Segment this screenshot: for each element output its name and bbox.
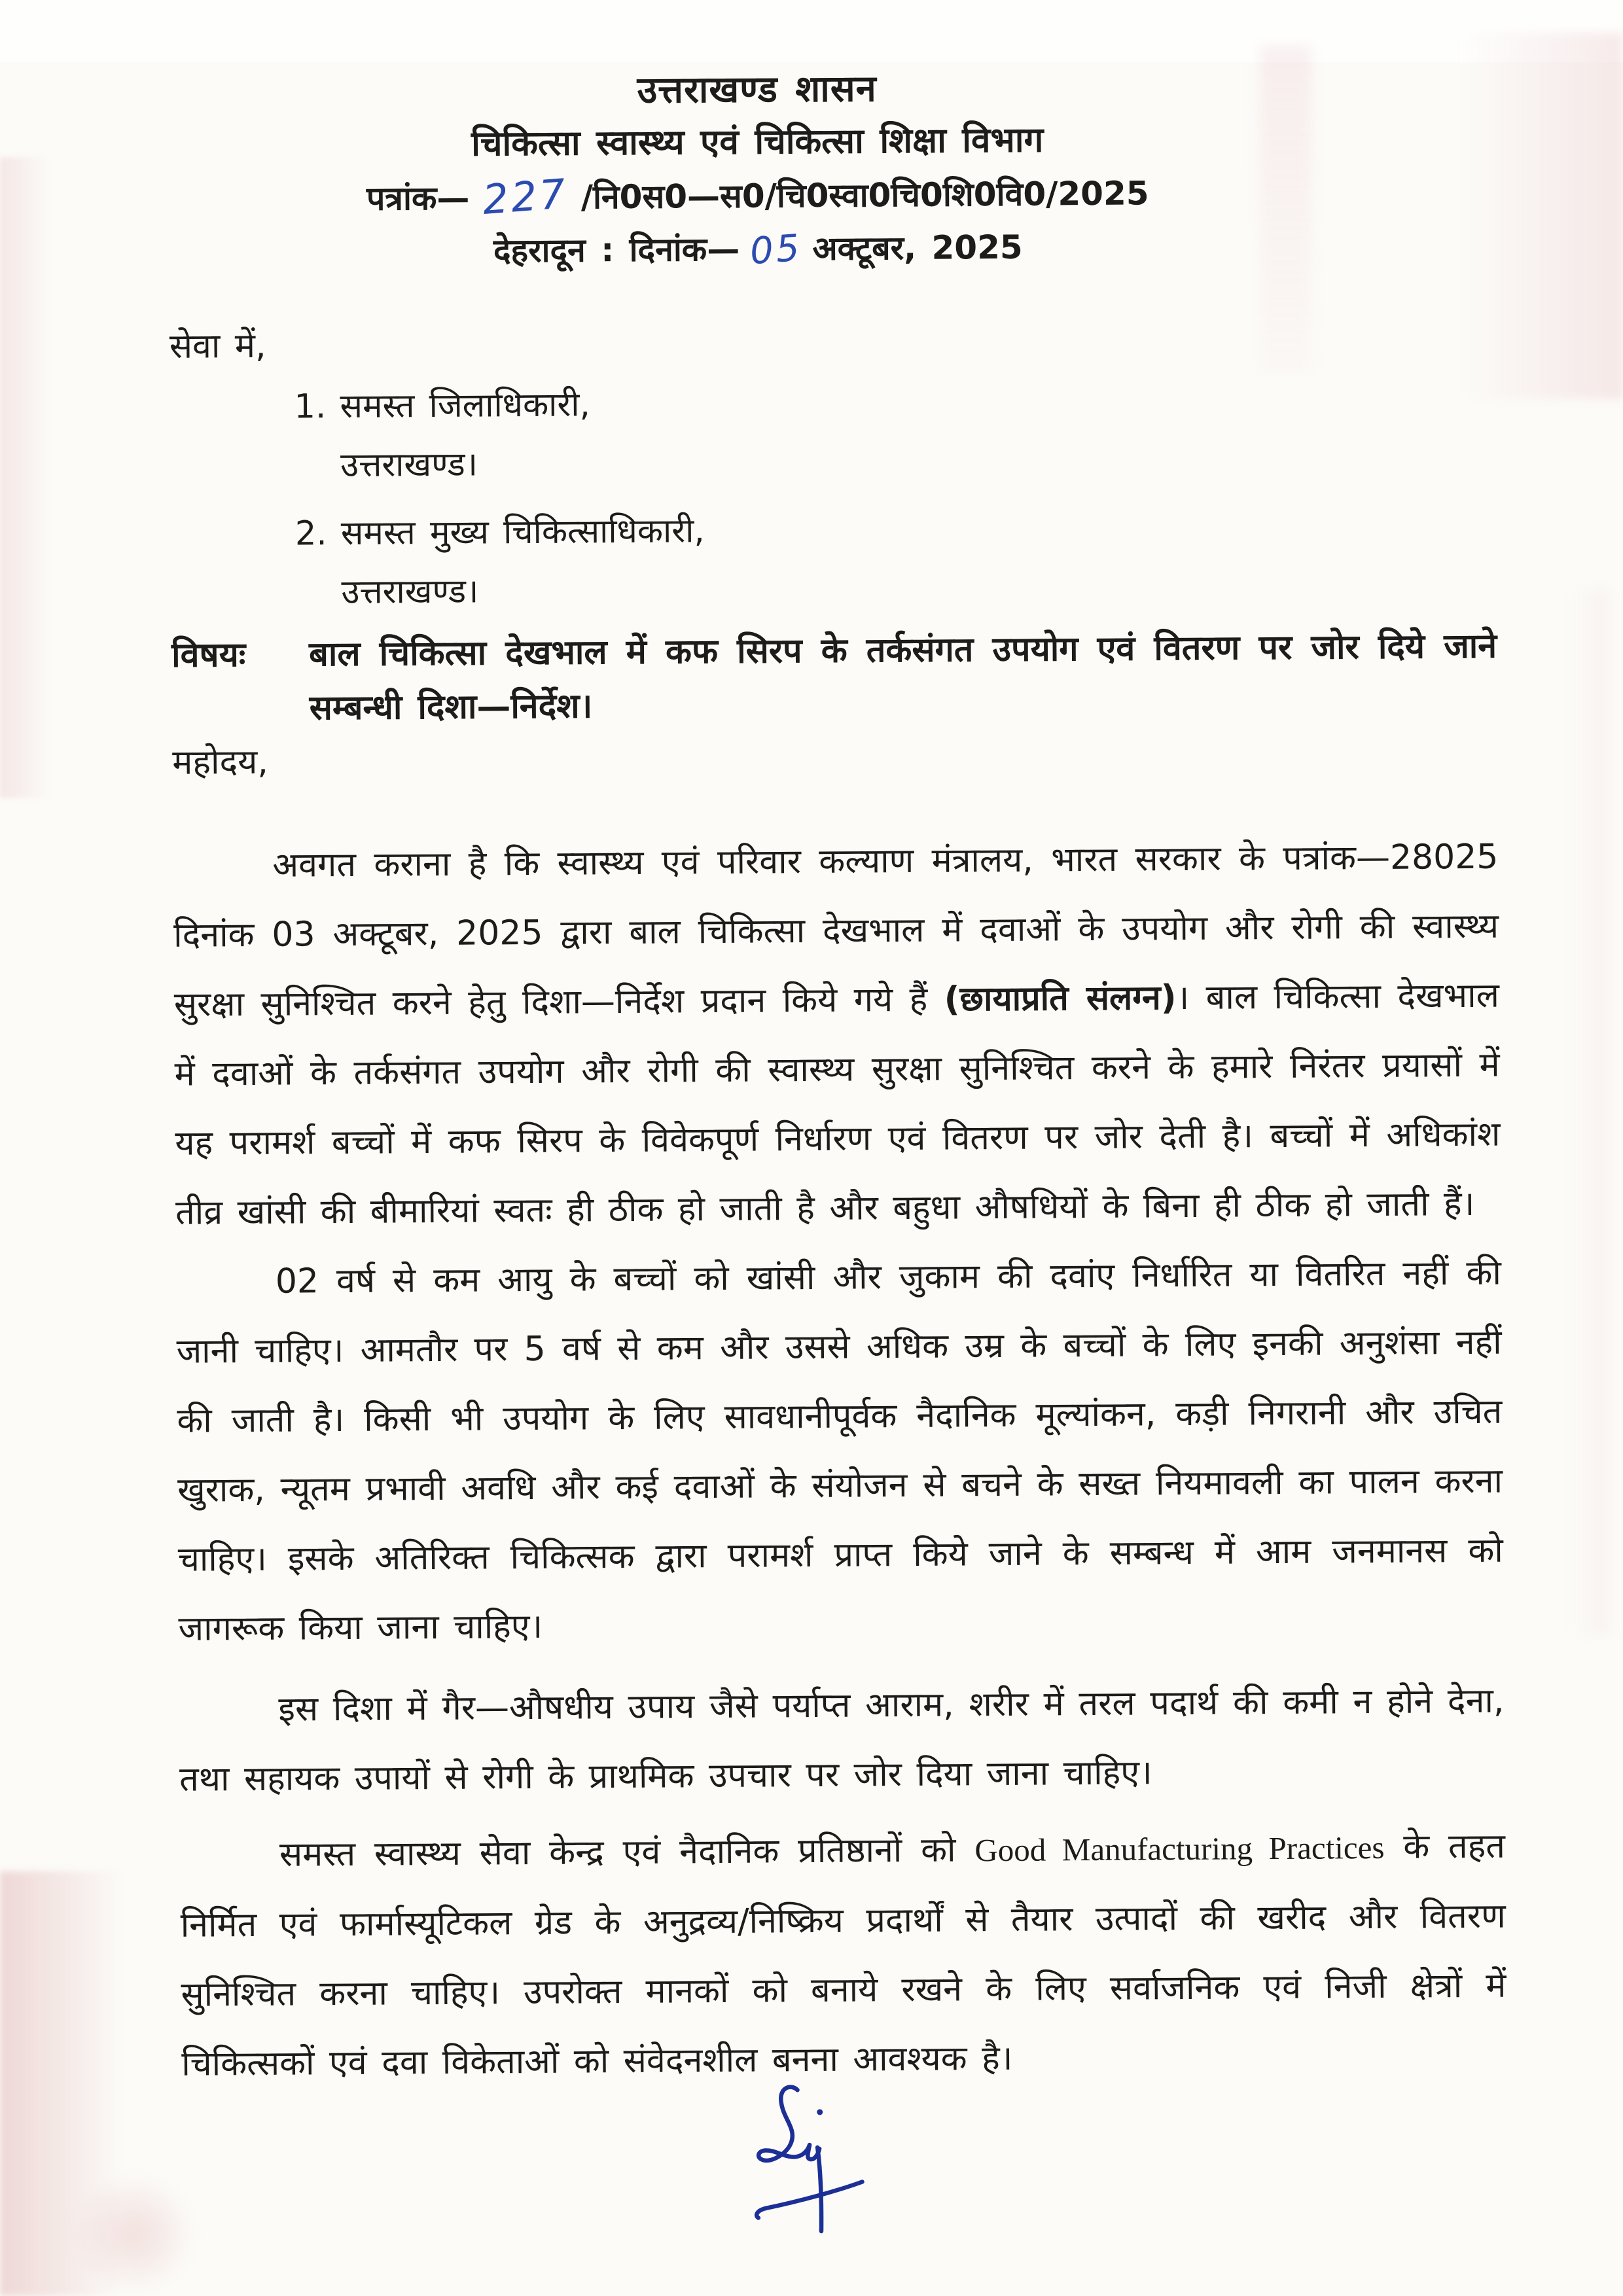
recipient-line: उत्तराखण्ड। — [340, 445, 478, 486]
recipient-line: समस्त मुख्य चिकित्साधिकारी, — [340, 512, 705, 554]
recipient-number: 1. — [294, 387, 327, 427]
english-phrase: Good Manufacturing Practices — [974, 1829, 1385, 1869]
handwritten-ref-number: 227 — [480, 169, 570, 224]
letter-reference-line — [95, 162, 1421, 226]
list-item — [295, 497, 1497, 623]
body-paragraph-4 — [180, 1812, 1507, 2099]
ref-label: पत्रांक— — [366, 179, 470, 218]
subject-text: बाल चिकित्सा देखभाल में कफ सिरप के तर्कसंगत उपयोग एवं वितरण पर जोर दिये जाने सम्बन्धी दिशा—निर्देश। — [308, 626, 1497, 728]
date-label: देहरादून : दिनांक— — [493, 230, 740, 270]
ref-rest: /नि0स0—स0/चि0स्वा0चि0शि0वि0/2025 — [580, 174, 1149, 217]
paragraph-text: समस्त स्वास्थ्य सेवा केन्द्र एवं नैदानिक प्रतिष्ठानों को — [279, 1830, 975, 1875]
recipient-list — [294, 370, 1497, 623]
recipient-name — [341, 502, 705, 622]
letterhead — [94, 58, 1421, 279]
body-paragraph-2: 02 वर्ष से कम आयु के बच्चों को खांसी और जुकाम की दवांए निर्धारित या वितरित नहीं की जानी चाहिए। आमतौर पर 5 वर्ष से कम और उससे अधिक उम्र के बच्चों के लिए इनकी अनुशंसा नहीं की जाती है। किसी भी उपयोग के लिए सावधानीपूर्वक नैदानिक मूल्यांकन, कड़ी निगरानी और उचित खुराक, न्यूतम प्रभावी अवधि और कई दवाओं के संयोजन से बचने के सख्त नियमावली का पालन करना चाहिए। इसके अतिरिक्त चिकित्सक द्वारा परामर्श प्राप्त किये जाने के सम्बन्ध में आम जनमानस को जागरूक किया जाना चाहिए। — [176, 1253, 1503, 1649]
subject-line — [171, 620, 1497, 736]
paragraph-text: अवगत कराना है कि स्वास्थ्य एवं परिवार कल्याण मंत्रालय, भारत सरकार के पत्रांक—28025 दिनांक 03 अक्टूबर, 2025 द्वारा बाल चिकित्सा देखभाल में दवाओं के उपयोग और रोगी की स्वास्थ्य सुरक्षा सुनिश्चित करने हेतु दिशा—निर्देश प्रदान किये गये हैं — [173, 837, 1499, 1025]
body-paragraph-1 — [173, 822, 1501, 1248]
signature-ink — [740, 2081, 872, 2239]
recipient-number: 2. — [294, 514, 327, 554]
recipient-line: समस्त जिलाधिकारी, — [340, 385, 590, 427]
department-title: चिकित्सा स्वास्थ्य एवं चिकित्सा शिक्षा विभाग — [471, 120, 1044, 164]
salutation-to-label: सेवा में, — [169, 326, 266, 366]
list-item — [294, 370, 1495, 496]
bold-enclosure-note: (छायाप्रति संलग्न) — [944, 978, 1177, 1019]
paragraph-text: के तहत निर्मित एवं फार्मास्यूटिकल ग्रेड के अनुद्रव्य/निष्क्रिय प्रदार्थों से तैयार उत्पादों की खरीद और वितरण सुनिश्चित करना चाहिए। उपरोक्त मानकों को बनाये रखने के लिए सर्वाजनिक एवं निजी क्षेत्रों में चिकित्सकों एवं दवा विकेताओं को संवेदनशील बनना आवश्यक है। — [180, 1826, 1507, 2084]
recipient-line: उत्तराखण्ड। — [341, 572, 479, 612]
body-paragraph-3: इस दिशा में गैर—औषधीय उपाय जैसे पर्याप्त आराम, शरीर में तरल पदार्थ की कमी न होने देना, तथा सहायक उपायों से रोगी के प्राथमिक उपचार पर जोर दिया जाना चाहिए। — [179, 1681, 1505, 1799]
letter-date-line — [96, 217, 1421, 279]
handwritten-date-day: 05 — [749, 226, 804, 274]
paragraph-text: । बाल चिकित्सा देखभाल में दवाओं के तर्कसंगत उपयोग और रोगी की स्वास्थ्य सुरक्षा सुनिश्चित करने के हमारे निरंतर प्रयासों में यह परामर्श बच्चों में कफ सिरप के विवेकपूर्ण निर्धारण एवं वितरण पर जोर देती है। बच्चों में अधिकांश तीव्र खांसी की बीमारियां स्वतः ही ठीक हो जाती है और बहुधा औषधियों के बिना ही ठीक हो जाती हैं। — [174, 976, 1501, 1233]
subject-label: विषयः — [171, 635, 246, 675]
greeting: महोदय, — [172, 742, 269, 783]
recipient-name — [340, 376, 590, 495]
government-title: उत्तराखण्ड शासन — [637, 67, 877, 112]
date-rest: अक्टूबर, 2025 — [812, 228, 1023, 268]
